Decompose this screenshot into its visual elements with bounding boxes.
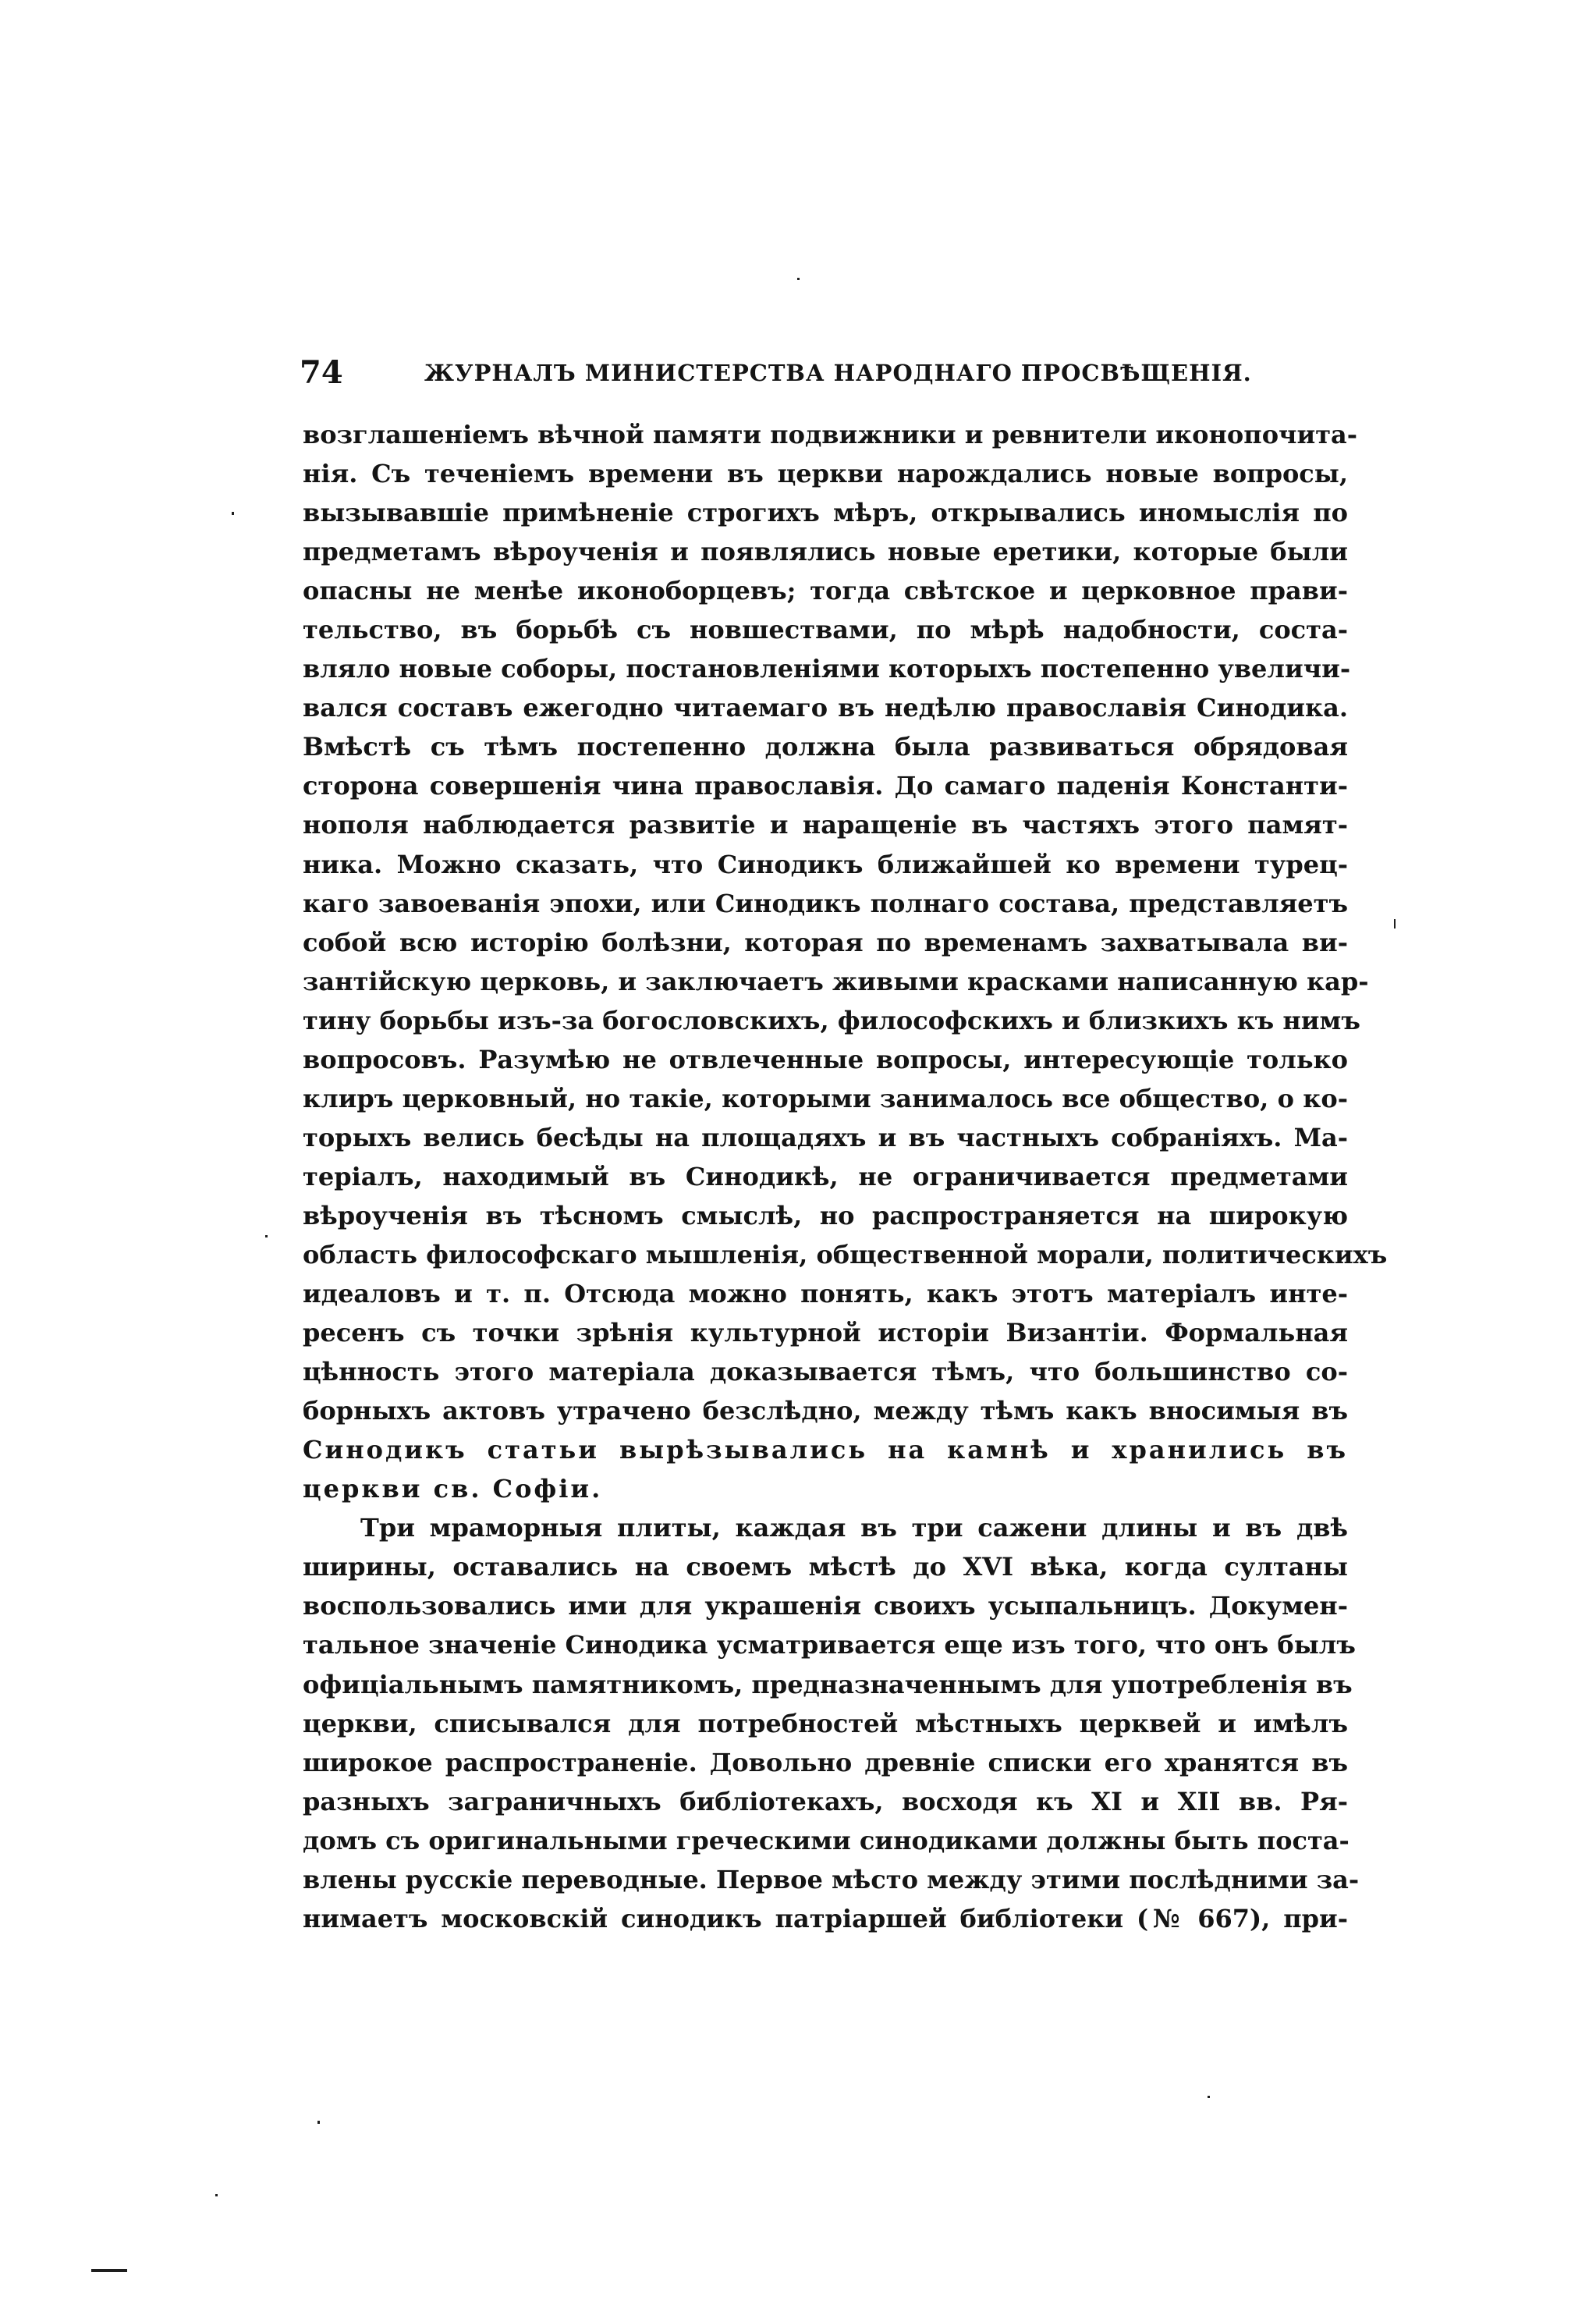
text-line: нополя наблюдается развитіе и наращеніе въ частяхъ этого памят- xyxy=(303,810,1348,840)
text-line: вался составъ ежегодно читаемаго въ недѣлю православія Синодика. xyxy=(303,693,1348,723)
text-line: Вмѣстѣ съ тѣмъ постепенно должна была развиваться обрядовая xyxy=(303,732,1348,762)
scan-speck xyxy=(1394,919,1396,928)
paragraph-1 xyxy=(303,415,1388,1508)
text-line: Три мраморныя плиты, каждая въ три сажени длины и въ двѣ xyxy=(360,1513,1348,1543)
text-line: торыхъ велись бесѣды на площадяхъ и въ частныхъ собраніяхъ. Ма- xyxy=(303,1122,1348,1152)
text-line: собой всю исторію болѣзни, которая по временамъ захватывала ви- xyxy=(303,927,1348,957)
text-line: зантійскую церковь, и заключаетъ живыми красками написанную кар- xyxy=(303,966,1369,996)
text-line: клиръ церковный, но такіе, которыми занималось все общество, о ко- xyxy=(303,1083,1348,1113)
text-line: воспользовались ими для украшенія своихъ усыпальницъ. Докумен- xyxy=(303,1591,1348,1621)
text-line: разныхъ заграничныхъ библіотекахъ, восходя къ XI и XII вв. Ря- xyxy=(303,1786,1349,1816)
text-line: церкви, списывался для потребностей мѣстныхъ церквей и имѣлъ xyxy=(303,1708,1348,1738)
text-line: ника. Можно сказать, что Синодикъ ближайшей ко времени турец- xyxy=(303,849,1348,879)
text-line: вляло новые соборы, постановленіями которыхъ постепенно увеличи- xyxy=(303,654,1351,684)
scan-speck xyxy=(797,278,800,280)
text-line: теріалъ, находимый въ Синодикѣ, не ограничивается предметами xyxy=(303,1161,1348,1191)
text-line: область философскаго мышленія, общественной морали, политическихъ xyxy=(303,1239,1388,1269)
text-line: нія. Съ теченіемъ времени въ церкви нарождались новые вопросы, xyxy=(303,459,1348,489)
margin-rule xyxy=(91,2269,127,2272)
text-line: вызывавшіе примѣненіе строгихъ мѣръ, открывались иномыслія по xyxy=(303,498,1348,528)
running-header xyxy=(300,350,1345,396)
text-line: цѣнность этого матеріала доказывается тѣмъ, что большинство со- xyxy=(303,1357,1348,1387)
text-line: тальное значеніе Синодика усматривается еще изъ того, что онъ былъ xyxy=(303,1630,1356,1660)
running-title: ЖУРНАЛЪ МИНИСТЕРСТВА НАРОДНАГО ПРОСВѢЩЕНІЯ. xyxy=(424,360,1252,386)
text-line: каго завоеванія эпохи, или Синодикъ полнаго состава, представляетъ xyxy=(303,888,1348,918)
text-line: церкви св. Софіи. xyxy=(303,1474,603,1504)
text-line: вѣроученія въ тѣсномъ смыслѣ, но распространяется на широкую xyxy=(303,1200,1348,1230)
text-line: сторона совершенія чина православія. До самаго паденія Константи- xyxy=(303,771,1348,801)
scan-speck xyxy=(215,2194,218,2196)
page-number: 74 xyxy=(300,354,343,391)
text-line: ресенъ съ точки зрѣнія культурной исторіи Византіи. Формальная xyxy=(303,1318,1348,1348)
scan-speck xyxy=(265,1235,268,1237)
text-line: опасны не менѣе иконоборцевъ; тогда свѣтское и церковное прави- xyxy=(303,576,1348,606)
text-line: Синодикъ статьи вырѣзывались на камнѣ и хранились въ xyxy=(303,1435,1348,1465)
text-line: вопросовъ. Разумѣю не отвлеченные вопросы, интересующіе только xyxy=(303,1044,1348,1074)
text-line: офиціальнымъ памятникомъ, предназначеннымъ для употребленія въ xyxy=(303,1669,1353,1699)
text-line: влены русскіе переводные. Первое мѣсто между этими послѣдними за- xyxy=(303,1864,1360,1894)
text-line: борныхъ актовъ утрачено безслѣдно, между тѣмъ какъ вносимыя въ xyxy=(303,1396,1348,1426)
text-line: идеаловъ и т. п. Отсюда можно понять, какъ этотъ матеріалъ инте- xyxy=(303,1279,1348,1309)
scan-speck xyxy=(232,512,234,515)
text-line: тину борьбы изъ-за богословскихъ, философскихъ и близкихъ къ нимъ xyxy=(303,1005,1360,1035)
text-line: нимаетъ московскій синодикъ патріаршей библіотеки (№ 667), при- xyxy=(303,1903,1348,1933)
scan-speck xyxy=(317,2121,320,2124)
text-line: ширины, оставались на своемъ мѣстѣ до XVI вѣка, когда султаны xyxy=(303,1552,1348,1582)
text-line: широкое распространеніе. Довольно древніе списки его хранятся въ xyxy=(303,1747,1348,1777)
text-line: возглашеніемъ вѣчной памяти подвижники и ревнители иконопочита- xyxy=(303,420,1358,449)
scan-speck xyxy=(1208,2096,1210,2098)
text-line: предметамъ вѣроученія и появлялись новые еретики, которые были xyxy=(303,537,1348,567)
text-line: тельство, въ борьбѣ съ новшествами, по мѣрѣ надобности, соста- xyxy=(303,615,1348,645)
paragraph-2 xyxy=(303,1508,1360,1938)
text-line: домъ съ оригинальными греческими синодиками должны быть поста- xyxy=(303,1825,1350,1855)
body-text xyxy=(303,415,1388,1938)
